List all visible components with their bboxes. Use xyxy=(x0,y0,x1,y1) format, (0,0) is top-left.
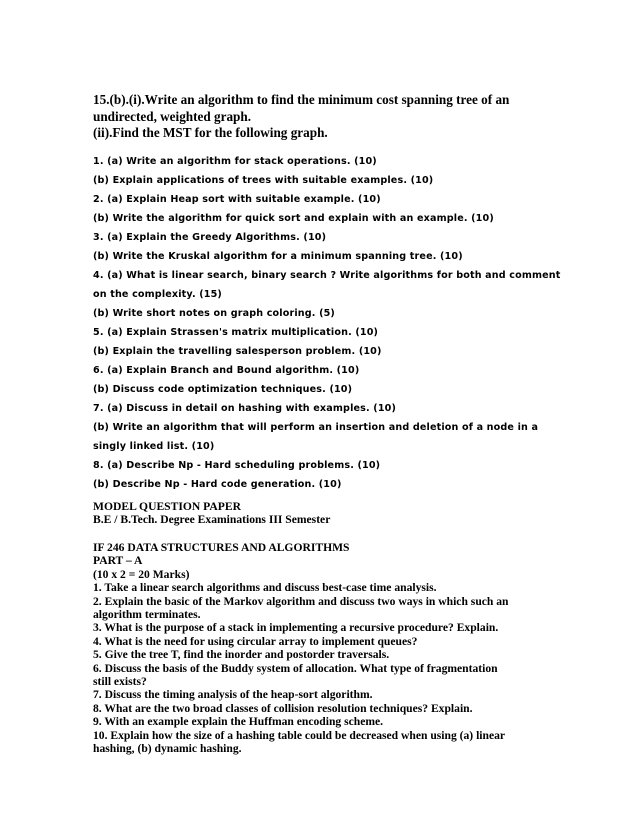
question-line: 2. (a) Explain Heap sort with suitable example. (10) xyxy=(93,194,381,205)
question-15b-block xyxy=(93,92,553,142)
question-line: 3. (a) Explain the Greedy Algorithms. (10) xyxy=(93,232,327,243)
question-line: (b) Write the Kruskal algorithm for a minimum spanning tree. (10) xyxy=(93,251,463,262)
course-section xyxy=(93,541,563,756)
question-line: (b) Describe Np - Hard code generation. (10) xyxy=(93,479,342,490)
question-line: (b) Write an algorithm that will perform an insertion and deletion of a node in a xyxy=(93,422,539,433)
question-line: 4. (a) What is linear search, binary search ? Write algorithms for both and comment xyxy=(93,270,561,281)
question-15b-line-2: undirected, weighted graph. xyxy=(93,108,252,124)
question-line: (b) Explain applications of trees with suitable examples. (10) xyxy=(93,175,434,186)
question-line: 5. (a) Explain Strassen's matrix multiplication. (10) xyxy=(93,327,379,338)
model-paper-header xyxy=(93,500,563,527)
question-line: 6. (a) Explain Branch and Bound algorithm. (10) xyxy=(93,365,360,376)
question-line: (b) Discuss code optimization techniques. (10) xyxy=(93,384,353,395)
part-a-line: 3. What is the purpose of a stack in implementing a recursive procedure? Explain. xyxy=(93,621,499,635)
question-line: singly linked list. (10) xyxy=(93,441,215,452)
question-list xyxy=(93,152,563,494)
question-line: 8. (a) Describe Np - Hard scheduling problems. (10) xyxy=(93,460,381,471)
marks-line: (10 x 2 = 20 Marks) xyxy=(93,567,190,581)
part-a-line: 8. What are the two broad classes of collision resolution techniques? Explain. xyxy=(93,701,473,715)
part-a-line: algorithm terminates. xyxy=(93,608,201,622)
part-heading: PART – A xyxy=(93,554,143,568)
model-paper-title: MODEL QUESTION PAPER xyxy=(93,500,241,513)
question-15b-line-3: (ii).Find the MST for the following graph. xyxy=(93,125,328,140)
part-a-line: 10. Explain how the size of a hashing table could be decreased when using (a) linear xyxy=(93,728,506,742)
part-a-line: still exists? xyxy=(93,675,147,689)
question-line: on the complexity. (15) xyxy=(93,289,222,300)
question-15b-line-1: 15.(b).(i).Write an algorithm to find the minimum cost spanning tree of an xyxy=(93,92,510,107)
part-a-line: hashing, (b) dynamic hashing. xyxy=(93,742,242,756)
part-a-line: 5. Give the tree T, find the inorder and postorder traversals. xyxy=(93,648,390,662)
part-a-line: 1. Take a linear search algorithms and discuss best-case time analysis. xyxy=(93,581,437,595)
part-a-line: 2. Explain the basic of the Markov algorithm and discuss two ways in which such an xyxy=(93,594,509,608)
part-a-line: 4. What is the need for using circular array to implement queues? xyxy=(93,634,418,648)
part-a-line: 6. Discuss the basis of the Buddy system of allocation. What type of fragmentation xyxy=(93,661,498,675)
course-title: IF 246 DATA STRUCTURES AND ALGORITHMS xyxy=(93,541,350,554)
model-paper-subtitle: B.E / B.Tech. Degree Examinations III Semester xyxy=(93,513,331,527)
part-a-line: 7. Discuss the timing analysis of the heap-sort algorithm. xyxy=(93,688,373,702)
part-a-line: 9. With an example explain the Huffman encoding scheme. xyxy=(93,715,384,729)
question-line: 7. (a) Discuss in detail on hashing with examples. (10) xyxy=(93,403,397,414)
question-line: (b) Explain the travelling salesperson problem. (10) xyxy=(93,346,382,357)
question-line: 1. (a) Write an algorithm for stack operations. (10) xyxy=(93,156,377,167)
question-line: (b) Write the algorithm for quick sort and explain with an example. (10) xyxy=(93,213,494,224)
question-line: (b) Write short notes on graph coloring. (5) xyxy=(93,308,335,319)
